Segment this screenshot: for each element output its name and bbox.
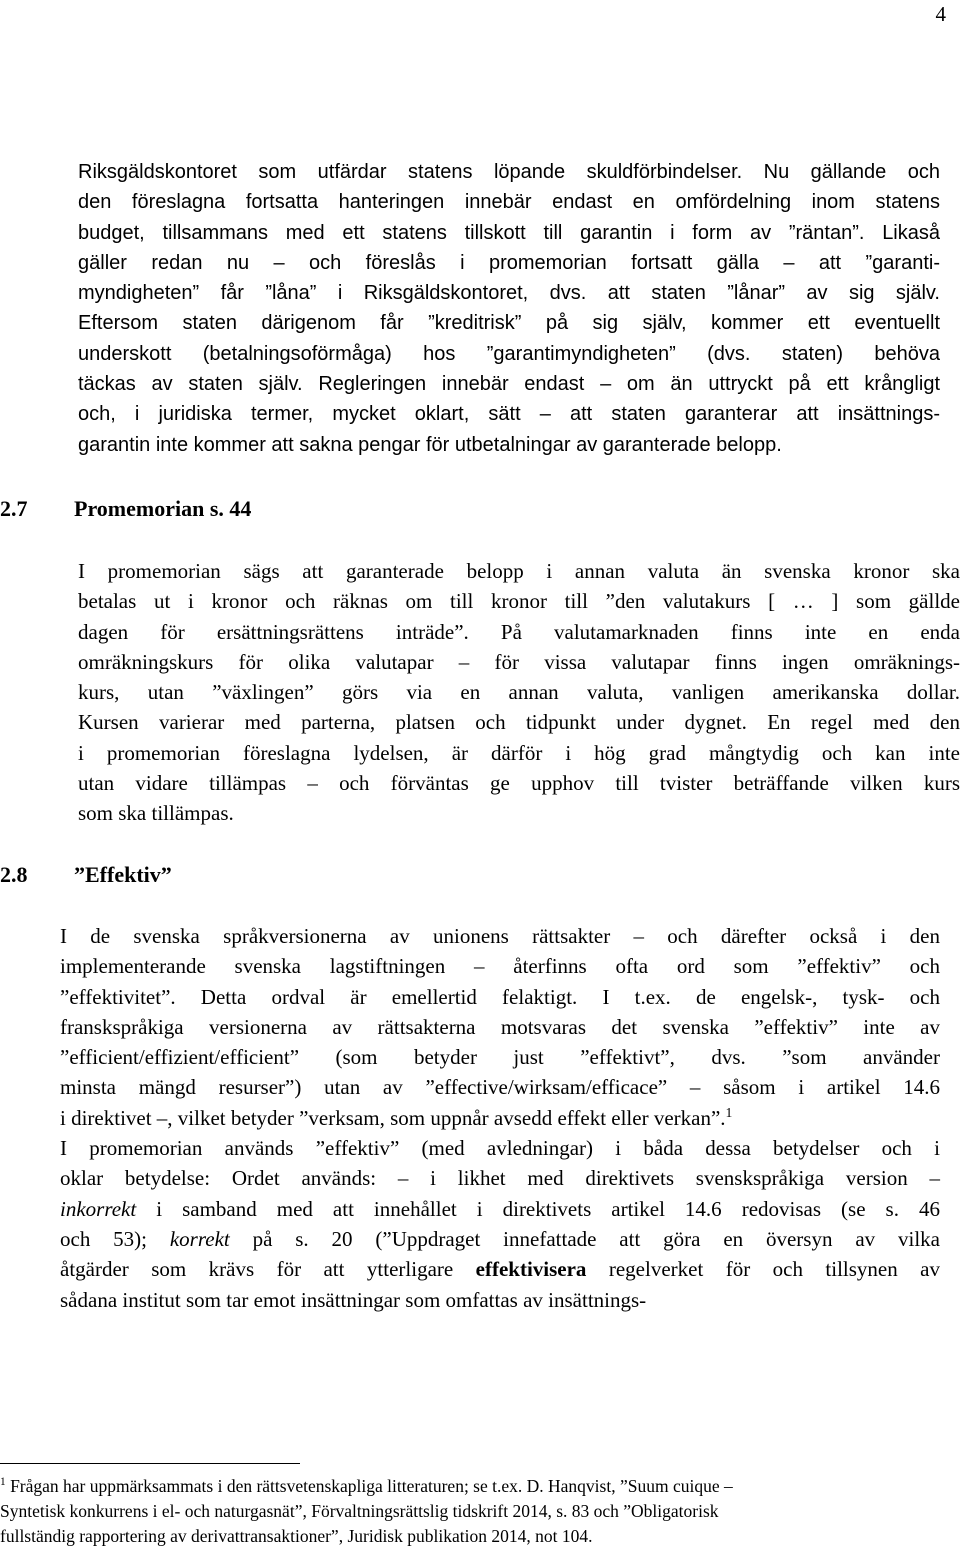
section-title: Promemorian s. 44 [74, 496, 252, 521]
section-number: 2.8 [0, 862, 28, 887]
bold-text: effektivisera [475, 1257, 587, 1282]
text-line: omräkningskurs för olika valutapar – för vissa valutapar finns ingen omräknings- [78, 649, 960, 674]
footnote-line [0, 1474, 880, 1499]
paragraph-intro [78, 157, 940, 460]
footnote-line: Syntetisk konkurrens i el- och naturgasnät”, Förvaltningsrättslig tidskrift 2014, s. 83 och ”Obligatorisk [0, 1501, 719, 1521]
text-line: i promemorian föreslagna lydelsen, är därför i hög grad mångtydig och kan inte [78, 740, 960, 765]
text-line: som ska tillämpas. [78, 801, 234, 826]
footnote-separator [0, 1463, 300, 1464]
text-line: oklar betydelse: Ordet används: – i likhet med direktivets svenskspråkiga version – [60, 1166, 940, 1191]
text-line [60, 1194, 940, 1224]
text-line: sådana institut som tar emot insättningar som omfattas av insättnings- [60, 1287, 647, 1312]
section-title: ”Effektiv” [74, 862, 172, 887]
text-line: I de svenska språkversionerna av unionens rättsakter – och därefter också i den [60, 924, 940, 948]
text-segment: och 53); [60, 1226, 170, 1251]
emphasis-text: korrekt [169, 1226, 230, 1251]
text-line: ”effektivitet”. Detta ordval är emellertid felaktigt. I t.ex. de engelsk-, tysk- och [60, 984, 940, 1009]
text-line: garantin inte kommer att sakna pengar för utbetalningar av garanterade belopp. [78, 433, 782, 456]
paragraph-currency [78, 556, 960, 829]
text-line [60, 1224, 940, 1254]
paragraph-effektiv [60, 921, 940, 1315]
text-line: implementerande svenska lagstiftningen – återfinns ofta ord som ”effektiv” och [60, 954, 940, 979]
text-line: underskott (betalningsoförmåga) hos ”garantimyndigheten” (dvs. staten) behöva [78, 342, 940, 365]
text-line: I promemorian används ”effektiv” (med avledningar) i båda dessa betydelser och i [60, 1136, 940, 1161]
text-line [60, 1103, 940, 1133]
text-line: Riksgäldskontoret som utfärdar statens löpande skuldförbindelser. Nu gällande och [78, 161, 940, 183]
text-segment: på s. 20 (”Uppdraget innefattade att göra en översyn av vilka [229, 1226, 940, 1251]
text-line: Eftersom staten därigenom får ”kreditrisk” på sig själv, kommer ett eventuellt [78, 312, 940, 335]
text-line: franskspråkiga versionerna av rättsakterna motsvaras det svenska ”effektiv” inte av [60, 1014, 940, 1039]
text-segment: åtgärder som krävs för att ytterligare [60, 1257, 476, 1282]
text-line: minsta mängd resurser”) utan av ”effective/wirksam/efficace” – såsom i artikel 14.6 [60, 1075, 940, 1100]
section-number: 2.7 [0, 496, 28, 521]
page-number: 4 [935, 2, 946, 26]
footnote-text: Frågan har uppmärksammats i den rättsvetenskapliga litteraturen; se t.ex. D. Hanqvist, ”Suum cuique – [5, 1476, 733, 1496]
text-line: betalas ut i kronor och räknas om till kronor till ”den valutakurs [ … ] som gällde [78, 589, 960, 614]
text-segment: regelverket för och tillsynen av [586, 1257, 940, 1282]
section-heading-2-8 [0, 862, 172, 888]
text-line [60, 1254, 940, 1284]
text-line: den föreslagna fortsatta hanteringen innebär endast en omfördelning inom statens [78, 191, 940, 214]
text-segment: i samband med att innehållet i direktivets artikel 14.6 redovisas (se s. 46 [136, 1196, 940, 1221]
section-heading-2-7 [0, 496, 251, 522]
text-line: ”efficient/effizient/efficient” (som betyder just ”effektivt”, dvs. ”som använder [60, 1045, 940, 1070]
footnote-line: fullständig rapportering av derivattransaktioner”, Juridisk publikation 2014, not 104. [0, 1526, 593, 1546]
text-line: täckas av staten själv. Regleringen innebär endast – om än uttryckt på ett krångligt [78, 373, 940, 396]
text-segment: i direktivet –, vilket betyder ”verksam, som uppnår avsedd effekt eller verkan”. [60, 1105, 726, 1130]
text-line: gäller redan nu – och föreslås i promemorian fortsatt gälla – att ”garanti- [78, 251, 940, 274]
footnote-marker: 1 [0, 1476, 6, 1489]
emphasis-text: inkorrekt [60, 1196, 137, 1221]
text-line: utan vidare tillämpas – och förväntas ge upphov till tvister beträffande vilken kurs [78, 771, 960, 796]
text-line: och, i juridiska termer, mycket oklart, sätt – att staten garanterar att insättnings- [78, 403, 940, 426]
footnote-1 [0, 1474, 880, 1549]
text-line: budget, tillsammans med ett statens tillskott till garantin i form av ”räntan”. Likaså [78, 221, 940, 244]
text-line: I promemorian sägs att garanterade belopp i annan valuta än svenska kronor ska [78, 559, 960, 583]
text-line: kurs, utan ”växlingen” görs via en annan valuta, vanligen amerikanska dollar. [78, 680, 960, 705]
text-line: dagen för ersättningsrättens inträde”. På valutamarknaden finns inte en enda [78, 619, 960, 644]
text-line: myndigheten” får ”låna” i Riksgäldskontoret, dvs. att staten ”lånar” av sig själv. [78, 282, 940, 305]
text-line: Kursen varierar med parterna, platsen och tidpunkt under dygnet. En regel med den [78, 710, 960, 735]
footnote-reference[interactable]: 1 [725, 1104, 733, 1120]
